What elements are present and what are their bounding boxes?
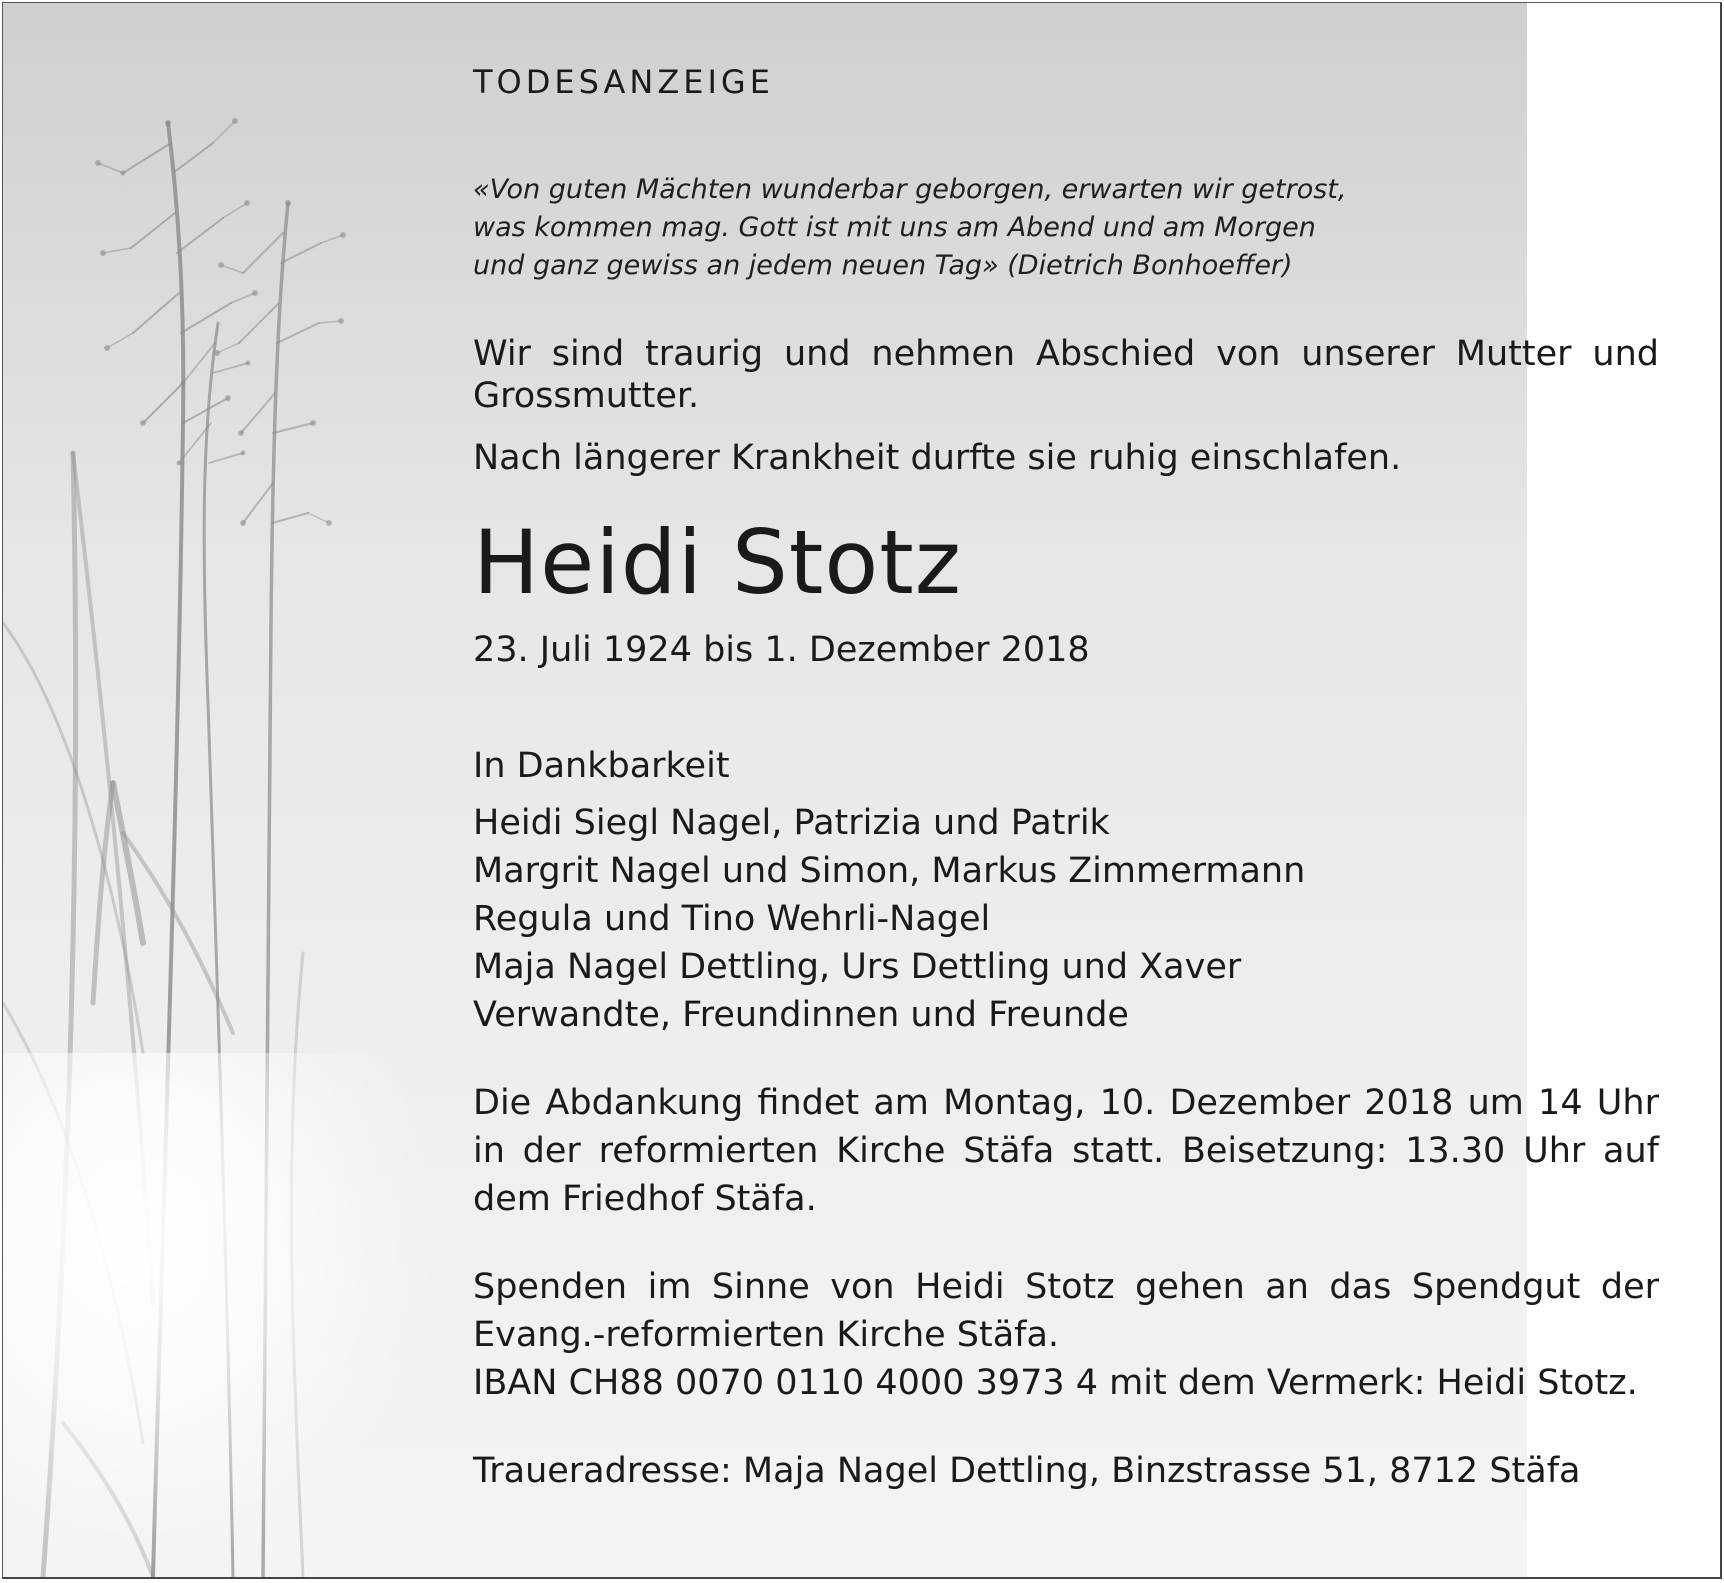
- intro-text-2: Nach längerer Krankheit durfte sie ruhig einschlafen.: [473, 438, 1402, 478]
- light-glow: [2, 1053, 443, 1573]
- quote-line: «Von guten Mächten wunderbar geborgen, erwarten wir getrost,: [473, 174, 1347, 205]
- intro-text: Wir sind traurig und nehmen Abschied von unserer Mutter und Grossmutter.: [473, 334, 1659, 416]
- life-dates: 23. Juli 1924 bis 1. Dezember 2018: [473, 630, 1090, 670]
- obituary-card: [2, 2, 1722, 1579]
- family-list: [473, 799, 1659, 1039]
- donation-line: Spenden im Sinne von Heidi Stotz gehen an das Spendgut der: [473, 1267, 1659, 1307]
- family-line: Margrit Nagel und Simon, Markus Zimmermann: [473, 851, 1306, 891]
- family-line: Maja Nagel Dettling, Urs Dettling und Xaver: [473, 947, 1242, 987]
- page-heading: TODESANZEIGE: [473, 63, 774, 101]
- quote-line: was kommen mag. Gott ist mit uns am Abend und am Morgen: [473, 212, 1316, 243]
- mourning-address: Traueradresse: Maja Nagel Dettling, Binzstrasse 51, 8712 Stäfa: [473, 1451, 1581, 1491]
- obituary-text: [473, 63, 1659, 1495]
- quote-line: und ganz gewiss an jedem neuen Tag» (Dietrich Bonhoeffer): [473, 250, 1293, 281]
- thanks-label: In Dankbarkeit: [473, 746, 730, 786]
- deceased-name: Heidi Stotz: [473, 511, 962, 614]
- ceremony-text: Die Abdankung findet am Montag, 10. Dezember 2018 um 14 Uhr in der reformierten Kirche Stäfa statt. Beisetzung: 13.30 Uhr auf dem Friedhof Stäfa.: [473, 1083, 1659, 1219]
- family-line: Heidi Siegl Nagel, Patrizia und Patrik: [473, 803, 1110, 843]
- family-line: Verwandte, Freundinnen und Freunde: [473, 995, 1129, 1035]
- bonhoeffer-quote: [473, 171, 1659, 285]
- donation-text: [473, 1263, 1659, 1407]
- family-line: Regula und Tino Wehrli-Nagel: [473, 899, 991, 939]
- donation-line: IBAN CH88 0070 0110 4000 3973 4 mit dem Vermerk: Heidi Stotz.: [473, 1363, 1638, 1403]
- donation-line: Evang.-reformierten Kirche Stäfa.: [473, 1315, 1060, 1355]
